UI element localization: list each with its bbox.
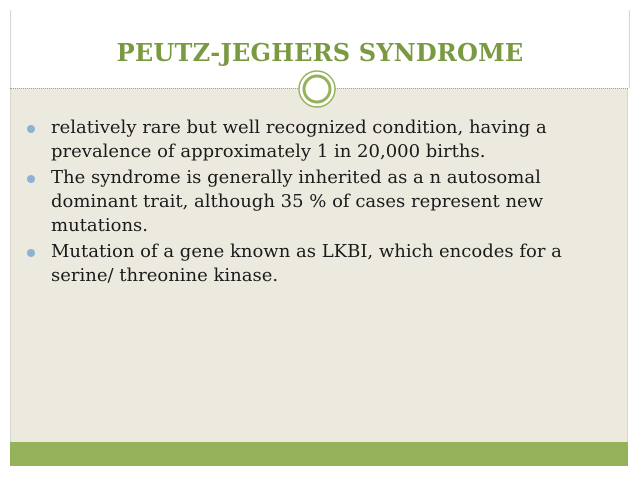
bullet-text: The syndrome is generally inherited as a n autosomal dominant trait, although 35 % of cases represent new mutations.: [51, 167, 544, 236]
bullet-item: [11, 116, 611, 164]
footer-bar: [10, 442, 628, 466]
bullet-icon: [27, 125, 35, 133]
bullet-text: relatively rare but well recognized condition, having a prevalence of approximately 1 in 20,000 births.: [51, 117, 547, 162]
bullet-item: [11, 166, 611, 238]
bullet-list: [11, 116, 611, 290]
bullet-icon: [27, 249, 35, 257]
content-area: [10, 88, 628, 442]
bullet-text: Mutation of a gene known as LKBI, which encodes for a serine/ threonine kinase.: [51, 241, 562, 286]
bullet-item: [11, 240, 611, 288]
slide-title: PEUTZ-JEGHERS SYNDROME: [116, 38, 524, 67]
bullet-icon: [27, 175, 35, 183]
concentric-circle-icon: [297, 69, 337, 109]
